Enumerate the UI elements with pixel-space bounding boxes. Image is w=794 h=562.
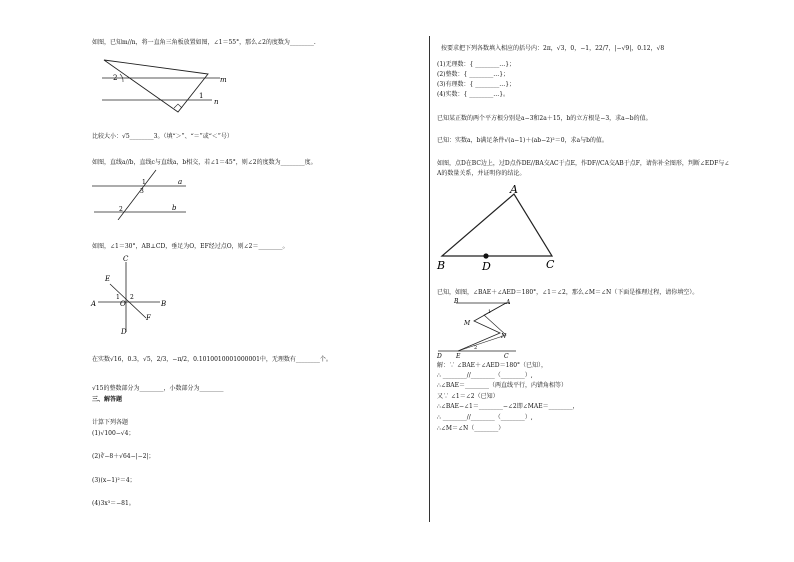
figure-triangle-parallel-lines	[100, 54, 230, 116]
proof-line-1: 解：∵ ∠BAE＋∠AED＝180°（已知），	[437, 362, 548, 369]
svg-text:B: B	[161, 300, 167, 308]
svg-text:1: 1	[116, 294, 120, 301]
question-parallel-angle: 如图，直线a//b，直线c与直线a，b相交，若∠1＝45°，则∠2的度数为________度。	[92, 159, 317, 166]
svg-text:A: A	[91, 300, 97, 308]
question-integer-part: √15的整数部分为________，小数部分为________	[92, 385, 224, 392]
proof-line-2: ∴ ________//________（________）,	[437, 372, 533, 379]
svg-text:C: C	[546, 258, 555, 271]
calc-item-3: (3)(x−1)²＝4；	[92, 477, 136, 484]
svg-text:B: B	[437, 259, 446, 272]
question-real-ab: 已知：实数a，b满足条件√(a−1)＋(ab−2)²＝0，求a与b的值。	[437, 137, 608, 144]
angle-1-label: 1	[142, 179, 146, 186]
proof-line-7: ∴∠M＝∠N（________）	[437, 425, 505, 432]
section-heading: 三、解答题	[92, 396, 123, 403]
svg-text:E: E	[105, 275, 111, 283]
figure-triangle-abc	[436, 182, 564, 272]
svg-text:N: N	[501, 333, 507, 340]
svg-text:D: D	[437, 353, 442, 359]
angle-2-label: 2	[119, 206, 123, 213]
svg-text:O: O	[120, 300, 126, 308]
classify-irrational: (1)无理数：{ ________…}；	[437, 61, 516, 68]
classify-integer: (2)整数：{ ________…}；	[437, 71, 510, 78]
svg-text:F: F	[146, 314, 151, 322]
question-zigzag-proof: 已知，如图，∠BAE＋∠AED＝180°，∠1＝∠2，那么∠M＝∠N（下面是推理过程，请你填空）。	[437, 289, 699, 296]
question-triangle-parallel: 如图，点D在BC边上，过D点作DE//BA交AC于点E，作DF//CA交AB于点F，请你补全图形，判断∠EDF与∠	[437, 160, 730, 167]
proof-line-6: ∴ ________//________（________）,	[437, 414, 533, 421]
classify-rational: (3)有理数：{ ________…}；	[437, 81, 516, 88]
proof-line-4: 又∵ ∠1＝∠2（已知）	[437, 393, 499, 400]
calc-title: 计算下列各题	[92, 419, 129, 426]
svg-text:A: A	[506, 299, 511, 306]
calc-item-4: (4)3x³＝−81。	[92, 500, 135, 507]
label-m: m	[220, 76, 227, 84]
angle-3-label: 3	[140, 188, 144, 195]
right-angle-mark	[174, 104, 182, 108]
classify-real: (4)实数：{ ________…}。	[437, 91, 510, 98]
question-irrational-count: 在实数√16，0.3，√5，2/3，−π/2，0.1010010001000001中，无理数有________个。	[92, 356, 332, 363]
figure-parallel-transversal	[92, 168, 192, 220]
figure-zigzag	[436, 297, 520, 359]
calc-item-1: (1)√100−√4；	[92, 430, 135, 437]
triangle	[104, 60, 208, 112]
angle-1-label: 1	[199, 92, 204, 100]
question-compare: 比较大小：√5________3。（填“＞”、“＝”或“＜”号）	[92, 133, 233, 140]
svg-text:C: C	[504, 353, 509, 359]
question-triangle-parallel-cont: A的数量关系，并证明你的结论。	[437, 170, 526, 177]
question-classify-numbers: 按要求把下列各数填入相应的括号内：2π，√3，0，−1，22/7，|−√9|，0.12，√8	[441, 45, 665, 52]
label-n: n	[214, 98, 219, 106]
label-a: a	[178, 178, 183, 186]
svg-text:M: M	[464, 320, 471, 327]
svg-text:C: C	[123, 255, 129, 263]
calc-item-2: (2)∛−8＋√64−|−2|；	[92, 453, 155, 460]
question-square-roots: 已知某正数的两个平方根分别是a−3和2a＋15，b的立方根是−3，求a−b的值。	[437, 115, 652, 122]
angle-2-label: 2	[113, 74, 118, 82]
svg-text:2: 2	[130, 294, 134, 301]
svg-text:D: D	[121, 328, 127, 336]
point-d	[483, 253, 488, 258]
label-b: b	[172, 204, 177, 212]
svg-text:B: B	[454, 298, 459, 305]
figure-perpendicular-lines	[90, 254, 172, 336]
question-parallel-triangle: 如图，已知m//n，将一直角三角板放置如图，∠1＝55°，那么∠2的度数为________.	[92, 39, 316, 46]
svg-text:D: D	[482, 260, 491, 272]
svg-text:2: 2	[474, 345, 478, 351]
proof-line-5: ∴∠BAE−∠1＝________−∠2即∠MAE＝________，	[437, 403, 579, 410]
proof-line-3: ∴∠BAE＝________（两直线平行，内错角相等）	[437, 382, 567, 389]
column-divider	[429, 36, 430, 522]
svg-text:A: A	[510, 183, 518, 196]
question-perpendicular: 如图，∠1＝30°，AB⊥CD，垂足为O，EF经过点O，则∠2＝________。	[92, 243, 289, 250]
svg-text:E: E	[456, 353, 461, 359]
svg-text:1: 1	[488, 309, 492, 315]
